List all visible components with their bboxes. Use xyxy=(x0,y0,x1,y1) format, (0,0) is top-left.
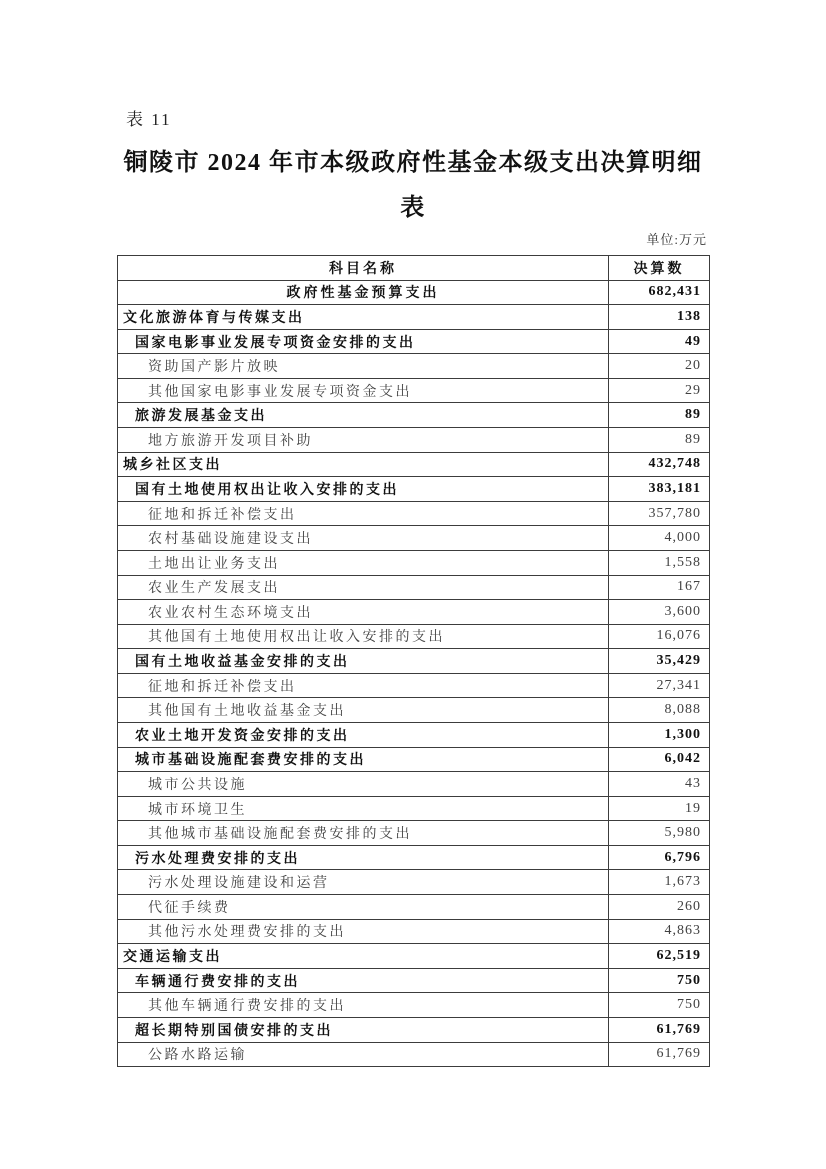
subject-name-cell: 城市公共设施 xyxy=(118,772,609,797)
final-amount-cell: 8,088 xyxy=(609,698,710,723)
final-amount-cell: 49 xyxy=(609,329,710,354)
subject-name-cell: 旅游发展基金支出 xyxy=(118,403,609,428)
table-row xyxy=(118,919,710,944)
subject-name-cell: 其他国有土地收益基金支出 xyxy=(118,698,609,723)
table-row xyxy=(118,600,710,625)
final-amount-cell: 383,181 xyxy=(609,477,710,502)
final-amount-cell: 61,769 xyxy=(609,1042,710,1067)
table-row xyxy=(118,305,710,330)
subject-name-cell: 农业土地开发资金安排的支出 xyxy=(118,722,609,747)
final-amount-cell: 6,042 xyxy=(609,747,710,772)
final-amount-cell: 682,431 xyxy=(609,280,710,305)
column-header-final-amount: 决算数 xyxy=(609,256,710,281)
table-row xyxy=(118,403,710,428)
table-row xyxy=(118,968,710,993)
table-row xyxy=(118,698,710,723)
subject-name-cell: 超长期特别国债安排的支出 xyxy=(118,1017,609,1042)
subject-name-cell: 政府性基金预算支出 xyxy=(118,280,609,305)
table-row xyxy=(118,1042,710,1067)
subject-name-cell: 污水处理设施建设和运营 xyxy=(118,870,609,895)
final-amount-cell: 5,980 xyxy=(609,821,710,846)
subject-name-cell: 其他国有土地使用权出让收入安排的支出 xyxy=(118,624,609,649)
column-header-subject-name: 科目名称 xyxy=(118,256,609,281)
final-amount-cell: 61,769 xyxy=(609,1017,710,1042)
table-row xyxy=(118,280,710,305)
table-row xyxy=(118,993,710,1018)
final-amount-cell: 89 xyxy=(609,403,710,428)
table-row xyxy=(118,722,710,747)
final-amount-cell: 29 xyxy=(609,378,710,403)
final-amount-cell: 35,429 xyxy=(609,649,710,674)
table-row xyxy=(118,772,710,797)
final-amount-cell: 16,076 xyxy=(609,624,710,649)
final-amount-cell: 62,519 xyxy=(609,944,710,969)
table-row xyxy=(118,649,710,674)
table-row xyxy=(118,944,710,969)
subject-name-cell: 其他城市基础设施配套费安排的支出 xyxy=(118,821,609,846)
table-row xyxy=(118,354,710,379)
table-row xyxy=(118,845,710,870)
final-amount-cell: 6,796 xyxy=(609,845,710,870)
subject-name-cell: 国家电影事业发展专项资金安排的支出 xyxy=(118,329,609,354)
page-title xyxy=(113,141,713,231)
subject-name-cell: 地方旅游开发项目补助 xyxy=(118,428,609,453)
final-amount-cell: 260 xyxy=(609,895,710,920)
final-amount-cell: 4,863 xyxy=(609,919,710,944)
page-title-line1: 铜陵市 2024 年市本级政府性基金本级支出决算明细 xyxy=(123,150,703,176)
table-row xyxy=(118,329,710,354)
table-row xyxy=(118,624,710,649)
table-row xyxy=(118,796,710,821)
final-amount-cell: 1,300 xyxy=(609,722,710,747)
subject-name-cell: 城市环境卫生 xyxy=(118,796,609,821)
subject-name-cell: 车辆通行费安排的支出 xyxy=(118,968,609,993)
table-row xyxy=(118,1017,710,1042)
final-amount-cell: 20 xyxy=(609,354,710,379)
final-amount-cell: 138 xyxy=(609,305,710,330)
subject-name-cell: 公路水路运输 xyxy=(118,1042,609,1067)
final-amount-cell: 1,673 xyxy=(609,870,710,895)
final-amount-cell: 750 xyxy=(609,993,710,1018)
table-row xyxy=(118,477,710,502)
table-row xyxy=(118,428,710,453)
subject-name-cell: 城乡社区支出 xyxy=(118,452,609,477)
table-row xyxy=(118,821,710,846)
final-amount-cell: 19 xyxy=(609,796,710,821)
table-row xyxy=(118,501,710,526)
table-row xyxy=(118,526,710,551)
subject-name-cell: 污水处理费安排的支出 xyxy=(118,845,609,870)
table-header-row xyxy=(118,256,710,281)
table-row xyxy=(118,378,710,403)
subject-name-cell: 城市基础设施配套费安排的支出 xyxy=(118,747,609,772)
table-row xyxy=(118,550,710,575)
unit-note: 单位:万元 xyxy=(646,232,707,247)
subject-name-cell: 文化旅游体育与传媒支出 xyxy=(118,305,609,330)
table-row xyxy=(118,747,710,772)
final-amount-cell: 3,600 xyxy=(609,600,710,625)
subject-name-cell: 土地出让业务支出 xyxy=(118,550,609,575)
subject-name-cell: 其他车辆通行费安排的支出 xyxy=(118,993,609,1018)
page-title-line2: 表 xyxy=(400,195,426,221)
subject-name-cell: 资助国产影片放映 xyxy=(118,354,609,379)
table-row xyxy=(118,870,710,895)
subject-name-cell: 征地和拆迁补偿支出 xyxy=(118,501,609,526)
table-row xyxy=(118,452,710,477)
subject-name-cell: 其他污水处理费安排的支出 xyxy=(118,919,609,944)
final-amount-cell: 750 xyxy=(609,968,710,993)
subject-name-cell: 代征手续费 xyxy=(118,895,609,920)
final-amount-cell: 43 xyxy=(609,772,710,797)
final-amount-cell: 1,558 xyxy=(609,550,710,575)
final-amount-cell: 89 xyxy=(609,428,710,453)
final-amount-cell: 27,341 xyxy=(609,673,710,698)
subject-name-cell: 国有土地使用权出让收入安排的支出 xyxy=(118,477,609,502)
subject-name-cell: 其他国家电影事业发展专项资金支出 xyxy=(118,378,609,403)
subject-name-cell: 交通运输支出 xyxy=(118,944,609,969)
final-amount-cell: 4,000 xyxy=(609,526,710,551)
final-amount-cell: 167 xyxy=(609,575,710,600)
subject-name-cell: 农业生产发展支出 xyxy=(118,575,609,600)
table-row xyxy=(118,895,710,920)
table-row xyxy=(118,673,710,698)
table-row xyxy=(118,575,710,600)
final-amount-cell: 357,780 xyxy=(609,501,710,526)
subject-name-cell: 征地和拆迁补偿支出 xyxy=(118,673,609,698)
final-amount-cell: 432,748 xyxy=(609,452,710,477)
subject-name-cell: 农业农村生态环境支出 xyxy=(118,600,609,625)
subject-name-cell: 农村基础设施建设支出 xyxy=(118,526,609,551)
subject-name-cell: 国有土地收益基金安排的支出 xyxy=(118,649,609,674)
expenditure-table xyxy=(117,255,710,1067)
table-number-label: 表 11 xyxy=(126,110,172,129)
